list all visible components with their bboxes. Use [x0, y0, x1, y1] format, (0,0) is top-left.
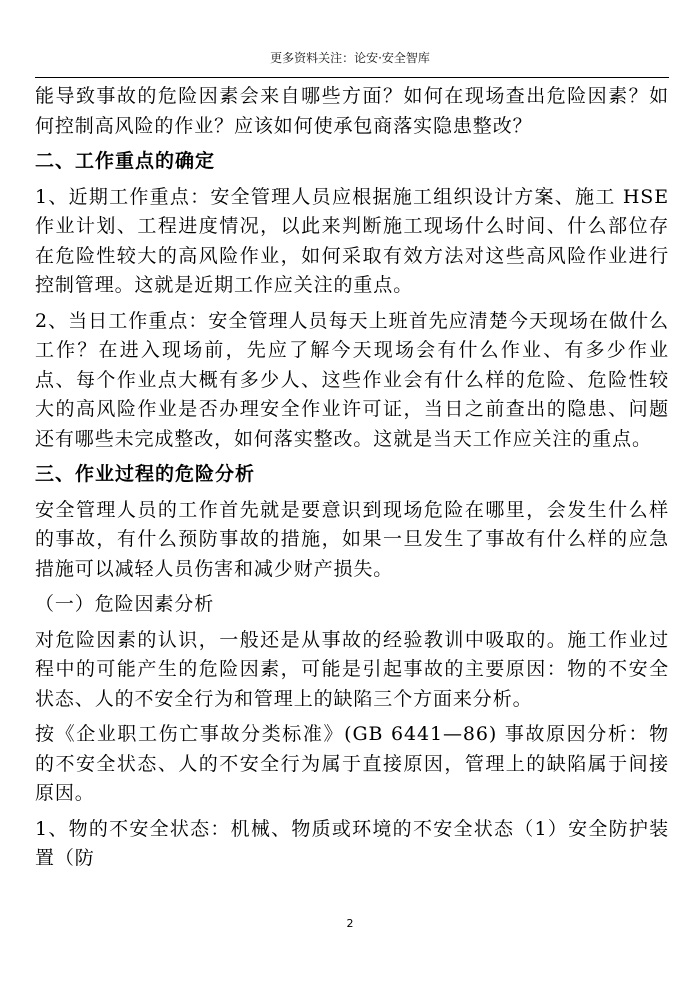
paragraph-daily-focus: 2、当日工作重点：安全管理人员每天上班首先应清楚今天现场在做什么工作？在进入现场前，先应了解今天现场会有什么作业、有多少作业点、每个作业点大概有多少人、这些作业会有什么样的危险、危险性较大的高风险作业是否办理安全作业许可证，当日之前查出的隐患、问题还有哪些未完成整改，如何落实整改。这就是当天工作应关注的重点。: [35, 309, 669, 450]
paragraph-recent-focus: 1、近期工作重点：安全管理人员应根据施工组织设计方案、施工 HSE 作业计划、工程进度情况，以此来判断施工现场什么时间、什么部位存在危险性较大的高风险作业，如何采取有效方法对这些高风险作业进行控制管理。这就是近期工作应关注的重点。: [35, 185, 669, 296]
paragraph-accident-standard: 按《企业职工伤亡事故分类标准》(GB 6441—86) 事故原因分析：物的不安全状态、人的不安全行为属于直接原因，管理上的缺陷属于间接原因。: [35, 723, 669, 804]
paragraph-hazard-awareness: 安全管理人员的工作首先就是要意识到现场危险在哪里，会发生什么样的事故，有什么预防事故的措施，如果一旦发生了事故有什么样的应急措施可以减轻人员伤害和减少财产损失。: [35, 498, 669, 580]
paragraph-continuation: 能导致事故的危险因素会来自哪些方面？如何在现场查出危险因素？如何控制高风险的作业？应该如何使承包商落实隐患整改？: [35, 85, 669, 137]
document-body: [35, 82, 669, 880]
subsection-heading-hazard-factors: （一）危险因素分析: [35, 593, 215, 615]
section-heading-work-focus: 二、工作重点的确定: [35, 150, 216, 172]
paragraph-hazard-factors: 对危险因素的认识，一般还是从事故的经验教训中吸取的。施工作业过程中的可能产生的危险因素，可能是引起事故的主要原因：物的不安全状态、人的不安全行为和管理上的缺陷三个方面来分析。: [35, 628, 669, 710]
page-number: 2: [346, 917, 354, 930]
header-divider: [35, 77, 669, 78]
paragraph-unsafe-state: 1、物的不安全状态：机械、物质或环境的不安全状态（1）安全防护装置（防: [35, 817, 669, 869]
section-heading-hazard-analysis: 三、作业过程的危险分析: [35, 463, 256, 485]
page-header: 更多资料关注：论安·安全智库: [270, 51, 430, 65]
